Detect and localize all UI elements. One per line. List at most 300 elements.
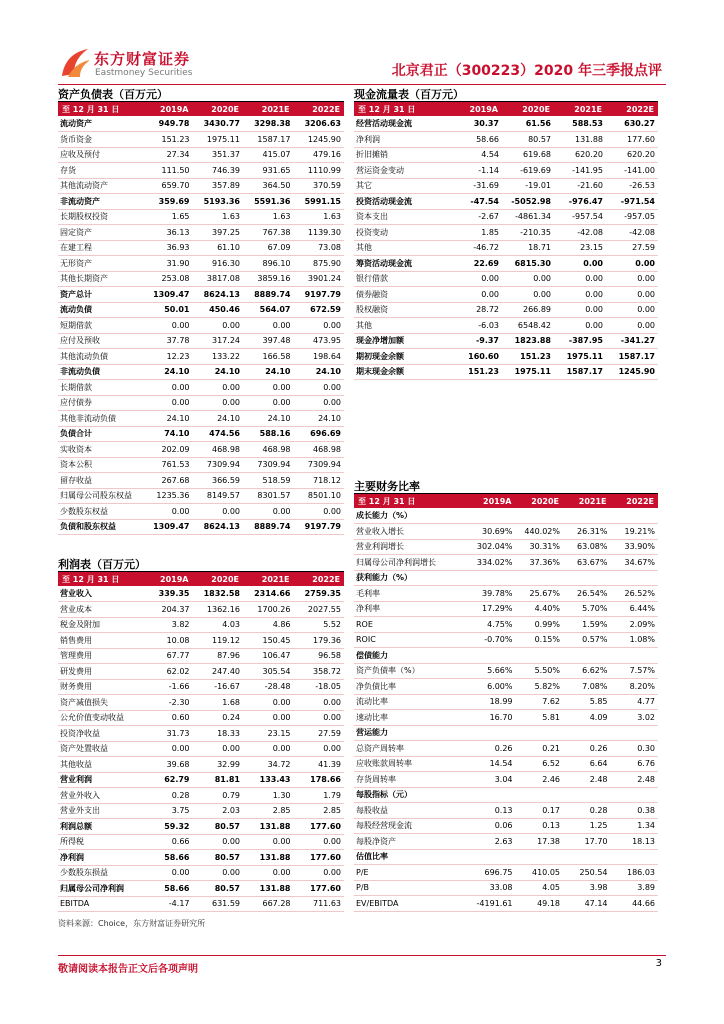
row-value: 2.09% [611, 617, 659, 633]
row-value: 334.02% [468, 555, 516, 571]
row-value: 0.00 [243, 865, 294, 881]
row-value: 916.30 [193, 256, 244, 272]
table-row [354, 349, 658, 365]
row-label: 偿债能力 [354, 648, 468, 664]
row-value: 468.98 [193, 442, 244, 458]
row-value: 39.68 [142, 757, 193, 773]
row-value: 0.00 [554, 287, 606, 303]
row-label: 其他 [354, 318, 450, 334]
row-label: 流动负债 [58, 302, 142, 318]
table-row [354, 287, 658, 303]
row-value: 250.54 [563, 865, 611, 881]
row-value: 6815.30 [502, 256, 554, 272]
row-value [611, 787, 659, 803]
table-row [354, 132, 658, 148]
row-value: 370.59 [294, 178, 345, 194]
header-period-label: 至 12 月 31 日 [58, 572, 142, 586]
logo-en-text: Eastmoney Securities [95, 68, 193, 78]
table-row [354, 648, 658, 664]
row-label: 研发费用 [58, 664, 142, 680]
row-value: 1.63 [193, 209, 244, 225]
row-value: 0.00 [450, 271, 502, 287]
row-value: 8889.74 [243, 287, 294, 303]
row-value: 266.89 [502, 302, 554, 318]
row-label: 资产减值损失 [58, 695, 142, 711]
row-value: 1245.90 [606, 364, 658, 380]
row-value: 2.48 [563, 772, 611, 788]
row-label: 其它 [354, 178, 450, 194]
row-value: 67.77 [142, 648, 193, 664]
row-value: 5591.36 [243, 194, 294, 210]
row-value: 9197.79 [294, 519, 345, 535]
row-value: 5991.15 [294, 194, 345, 210]
row-value: -42.08 [554, 225, 606, 241]
row-label: 长期借款 [58, 380, 142, 396]
table-row [58, 132, 344, 148]
table-header-row [58, 102, 344, 116]
row-label: 短期借款 [58, 318, 142, 334]
row-value: 1700.26 [243, 602, 294, 618]
header-year: 2022E [606, 102, 658, 116]
row-value: 0.00 [294, 865, 345, 881]
row-value [516, 787, 564, 803]
row-value: 6.62% [563, 663, 611, 679]
row-value: 3298.38 [243, 116, 294, 132]
financial-ratios-table [354, 494, 658, 912]
row-value: 620.20 [606, 147, 658, 163]
table-row [354, 803, 658, 819]
header-period-label: 至 12 月 31 日 [58, 102, 142, 116]
row-value: 3.75 [142, 803, 193, 819]
row-label: 少数股东权益 [58, 504, 142, 520]
table-row [58, 710, 344, 726]
row-label: 其他流动负债 [58, 349, 142, 365]
table-row [58, 881, 344, 897]
row-value: 4.77 [611, 694, 659, 710]
row-value: 73.08 [294, 240, 345, 256]
table-row [58, 586, 344, 602]
header-year: 2022E [611, 494, 659, 508]
row-label: 资本公积 [58, 457, 142, 473]
row-label: 归属母公司股东权益 [58, 488, 142, 504]
row-value: 667.28 [243, 896, 294, 912]
row-value: -4191.61 [468, 896, 516, 912]
row-value: 7.57% [611, 663, 659, 679]
row-label: 其他收益 [58, 757, 142, 773]
row-value: 949.78 [142, 116, 193, 132]
row-value [468, 849, 516, 865]
row-label: 资产负债率（%） [354, 663, 468, 679]
row-value [468, 725, 516, 741]
row-value: 25.67% [516, 586, 564, 602]
row-value: -21.60 [554, 178, 606, 194]
table-row [58, 333, 344, 349]
row-value: 96.58 [294, 648, 345, 664]
row-value: 397.48 [243, 333, 294, 349]
table-row [354, 617, 658, 633]
row-value: 630.27 [606, 116, 658, 132]
table-row [58, 803, 344, 819]
header-divider [58, 84, 666, 85]
row-value: 151.23 [142, 132, 193, 148]
row-value: 5.70% [563, 601, 611, 617]
row-value: 0.00 [142, 741, 193, 757]
row-value [516, 849, 564, 865]
table-row [58, 633, 344, 649]
table-row [354, 524, 658, 540]
row-value: 473.95 [294, 333, 345, 349]
row-value: 119.12 [193, 633, 244, 649]
row-value: 588.53 [554, 116, 606, 132]
row-value: -1.14 [450, 163, 502, 179]
row-value: -341.27 [606, 333, 658, 349]
row-value: 74.10 [142, 426, 193, 442]
table-row [58, 116, 344, 132]
row-value: 0.00 [554, 271, 606, 287]
table-row [58, 256, 344, 272]
header-year: 2021E [243, 102, 294, 116]
row-value: -47.54 [450, 194, 502, 210]
table-header-row [354, 102, 658, 116]
table-row [58, 648, 344, 664]
table-row [354, 555, 658, 571]
row-value: 8889.74 [243, 519, 294, 535]
row-value: 5.82% [516, 679, 564, 695]
row-label: 归属母公司净利润 [58, 881, 142, 897]
row-value: 87.96 [193, 648, 244, 664]
row-value: 58.66 [142, 881, 193, 897]
row-value [563, 508, 611, 524]
header-year: 2019A [142, 102, 193, 116]
row-value [611, 648, 659, 664]
row-value: 2314.66 [243, 586, 294, 602]
row-label: 筹资活动现金流 [354, 256, 450, 272]
row-value: 1832.58 [193, 586, 244, 602]
row-label: 应收账款周转率 [354, 756, 468, 772]
row-label: 留存收益 [58, 473, 142, 489]
row-value: 36.13 [142, 225, 193, 241]
report-title: 北京君正（300223）2020 年三季报点评 [391, 63, 662, 79]
row-label: ROE [354, 617, 468, 633]
row-label: 归属母公司净利润增长 [354, 555, 468, 571]
footer-divider [58, 955, 666, 956]
table-row [58, 442, 344, 458]
row-label: P/E [354, 865, 468, 881]
row-value [516, 648, 564, 664]
row-label: 公允价值变动收益 [58, 710, 142, 726]
row-label: 非流动负债 [58, 364, 142, 380]
row-value: 14.54 [468, 756, 516, 772]
row-value: -16.67 [193, 679, 244, 695]
row-value: 0.00 [193, 865, 244, 881]
cashflow-table [354, 102, 658, 380]
row-value: 3430.77 [193, 116, 244, 132]
table-row [58, 147, 344, 163]
row-value: 1110.99 [294, 163, 345, 179]
row-value: 3.02 [611, 710, 659, 726]
cashflow-title: 现金流量表（百万元） [354, 88, 658, 102]
row-value: 50.01 [142, 302, 193, 318]
row-label: ROIC [354, 632, 468, 648]
row-value: 7309.94 [243, 457, 294, 473]
table-row [354, 163, 658, 179]
row-value: 4.86 [243, 617, 294, 633]
row-label: 营业外支出 [58, 803, 142, 819]
row-label: 毛利率 [354, 586, 468, 602]
row-value: 1309.47 [142, 519, 193, 535]
row-value: 61.56 [502, 116, 554, 132]
row-value: 3.89 [611, 880, 659, 896]
row-value: 0.00 [606, 271, 658, 287]
header-year: 2020E [193, 102, 244, 116]
row-value: 410.05 [516, 865, 564, 881]
row-value: 415.07 [243, 147, 294, 163]
row-label: 现金净增加额 [354, 333, 450, 349]
row-value [563, 648, 611, 664]
row-value: 26.52% [611, 586, 659, 602]
row-value: 1139.30 [294, 225, 345, 241]
row-value: 305.54 [243, 664, 294, 680]
row-value [468, 508, 516, 524]
row-value: 0.00 [193, 380, 244, 396]
table-row [58, 504, 344, 520]
row-value: 0.00 [142, 395, 193, 411]
row-value: 26.31% [563, 524, 611, 540]
table-row [58, 287, 344, 303]
row-value: 2759.35 [294, 586, 345, 602]
row-label: 其他流动资产 [58, 178, 142, 194]
table-row [354, 849, 658, 865]
row-value: 351.37 [193, 147, 244, 163]
row-value: 58.66 [142, 850, 193, 866]
row-label: 其他 [354, 240, 450, 256]
row-value: 6.44% [611, 601, 659, 617]
row-value: 0.00 [243, 395, 294, 411]
row-value: 2.48 [611, 772, 659, 788]
page-number: 3 [655, 958, 662, 969]
row-label: 净利润 [58, 850, 142, 866]
row-label: 银行借款 [354, 271, 450, 287]
row-value: 133.43 [243, 772, 294, 788]
row-value: 49.18 [516, 896, 564, 912]
row-label: 投资变动 [354, 225, 450, 241]
row-value: 0.17 [516, 803, 564, 819]
header-year: 2019A [142, 572, 193, 586]
table-row [354, 710, 658, 726]
row-value: 63.67% [563, 555, 611, 571]
row-value: 17.70 [563, 834, 611, 850]
row-label: 流动比率 [354, 694, 468, 710]
table-row [58, 209, 344, 225]
row-value: 659.70 [142, 178, 193, 194]
row-value: 247.40 [193, 664, 244, 680]
row-label: 估值比率 [354, 849, 468, 865]
row-value: 1.85 [450, 225, 502, 241]
row-value: -971.54 [606, 194, 658, 210]
row-value: 24.10 [193, 411, 244, 427]
row-label: 净利润 [354, 132, 450, 148]
row-label: 应付及预收 [58, 333, 142, 349]
row-value [563, 787, 611, 803]
row-value: 1245.90 [294, 132, 345, 148]
row-value: 10.08 [142, 633, 193, 649]
row-value: 24.10 [193, 364, 244, 380]
row-value [611, 508, 659, 524]
row-value: 63.08% [563, 539, 611, 555]
row-value: 32.99 [193, 757, 244, 773]
row-value: 1.63 [294, 209, 345, 225]
table-row [354, 586, 658, 602]
row-value: -2.30 [142, 695, 193, 711]
table-row [58, 271, 344, 287]
row-value: 3817.08 [193, 271, 244, 287]
table-row [354, 865, 658, 881]
row-value: 150.45 [243, 633, 294, 649]
row-value: 358.72 [294, 664, 345, 680]
row-value: 1.79 [294, 788, 345, 804]
table-row [354, 256, 658, 272]
row-value: -0.70% [468, 632, 516, 648]
row-value: 202.09 [142, 442, 193, 458]
table-row [354, 663, 658, 679]
row-value: 0.00 [243, 741, 294, 757]
row-value: 17.38 [516, 834, 564, 850]
row-value: 17.29% [468, 601, 516, 617]
row-value: 61.10 [193, 240, 244, 256]
row-value: 81.81 [193, 772, 244, 788]
source-footnote: 资料来源：Choice，东方财富证券研究所 [58, 919, 206, 928]
table-row [58, 457, 344, 473]
row-label: 负债和股东权益 [58, 519, 142, 535]
row-label: 其他非流动负债 [58, 411, 142, 427]
table-row [354, 694, 658, 710]
row-value: 8301.57 [243, 488, 294, 504]
row-value: 4.75% [468, 617, 516, 633]
table-row [58, 488, 344, 504]
row-label: 经营活动现金流 [354, 116, 450, 132]
row-value: 131.88 [243, 850, 294, 866]
row-value: 0.26 [563, 741, 611, 757]
row-value: 18.71 [502, 240, 554, 256]
row-value: 931.65 [243, 163, 294, 179]
row-value: 37.78 [142, 333, 193, 349]
row-value: 0.00 [193, 504, 244, 520]
income-statement-table [58, 572, 344, 912]
row-label: 期初现金余额 [354, 349, 450, 365]
row-value: 440.02% [516, 524, 564, 540]
row-value: 6.64 [563, 756, 611, 772]
balance-sheet-title: 资产负债表（百万元） [58, 88, 344, 102]
row-value: 1.30 [243, 788, 294, 804]
table-row [354, 318, 658, 334]
row-label: 资产总计 [58, 287, 142, 303]
row-value: 359.69 [142, 194, 193, 210]
row-label: 成长能力（%） [354, 508, 468, 524]
row-value: 24.10 [142, 364, 193, 380]
row-value: 30.69% [468, 524, 516, 540]
row-value: 0.38 [611, 803, 659, 819]
balance-sheet-table [58, 102, 344, 535]
row-value: 80.57 [502, 132, 554, 148]
row-value: -141.00 [606, 163, 658, 179]
row-label: 实收资本 [58, 442, 142, 458]
row-label: 营业收入增长 [354, 524, 468, 540]
row-value: 0.00 [606, 287, 658, 303]
row-value: 151.23 [450, 364, 502, 380]
row-label: 销售费用 [58, 633, 142, 649]
table-row [58, 380, 344, 396]
row-value: 2.03 [193, 803, 244, 819]
table-row [58, 834, 344, 850]
row-value: 28.72 [450, 302, 502, 318]
row-value: 339.35 [142, 586, 193, 602]
row-value: 26.54% [563, 586, 611, 602]
table-row [354, 787, 658, 803]
row-value: 1975.11 [554, 349, 606, 365]
row-value [611, 725, 659, 741]
row-value: -141.95 [554, 163, 606, 179]
row-value: 0.15% [516, 632, 564, 648]
row-value: 1.63 [243, 209, 294, 225]
row-value: 6.52 [516, 756, 564, 772]
row-value: 1.08% [611, 632, 659, 648]
row-value: 746.39 [193, 163, 244, 179]
row-value: 4.40% [516, 601, 564, 617]
row-value: 177.60 [294, 850, 345, 866]
row-value: -42.08 [606, 225, 658, 241]
header-year: 2022E [294, 572, 345, 586]
row-label: 投资活动现金流 [354, 194, 450, 210]
row-value: 8624.13 [193, 519, 244, 535]
row-label: 在建工程 [58, 240, 142, 256]
row-value: 0.79 [193, 788, 244, 804]
row-value: 588.16 [243, 426, 294, 442]
table-row [58, 411, 344, 427]
row-value: 0.00 [554, 318, 606, 334]
row-value: 160.60 [450, 349, 502, 365]
row-value: 0.13 [468, 803, 516, 819]
row-label: 无形资产 [58, 256, 142, 272]
row-value: 37.36% [516, 555, 564, 571]
row-value: -4861.34 [502, 209, 554, 225]
row-value: 619.68 [502, 147, 554, 163]
row-value: 0.00 [294, 395, 345, 411]
table-row [58, 194, 344, 210]
row-value: 0.00 [294, 834, 345, 850]
table-row [354, 834, 658, 850]
table-row [58, 426, 344, 442]
row-value: 518.59 [243, 473, 294, 489]
row-label: 资本支出 [354, 209, 450, 225]
row-label: 股权融资 [354, 302, 450, 318]
row-value: 178.66 [294, 772, 345, 788]
row-value: 18.33 [193, 726, 244, 742]
table-row [354, 896, 658, 912]
row-value: 33.90% [611, 539, 659, 555]
row-value [468, 570, 516, 586]
row-value: 34.67% [611, 555, 659, 571]
row-value: 33.08 [468, 880, 516, 896]
row-value: 177.60 [606, 132, 658, 148]
row-label: 速动比率 [354, 710, 468, 726]
row-value: 1975.11 [502, 364, 554, 380]
company-logo [58, 46, 208, 86]
financial-ratios-title: 主要财务比率 [354, 480, 658, 494]
table-row [354, 601, 658, 617]
row-value: 302.04% [468, 539, 516, 555]
row-value: 5.50% [516, 663, 564, 679]
row-value: 7.08% [563, 679, 611, 695]
